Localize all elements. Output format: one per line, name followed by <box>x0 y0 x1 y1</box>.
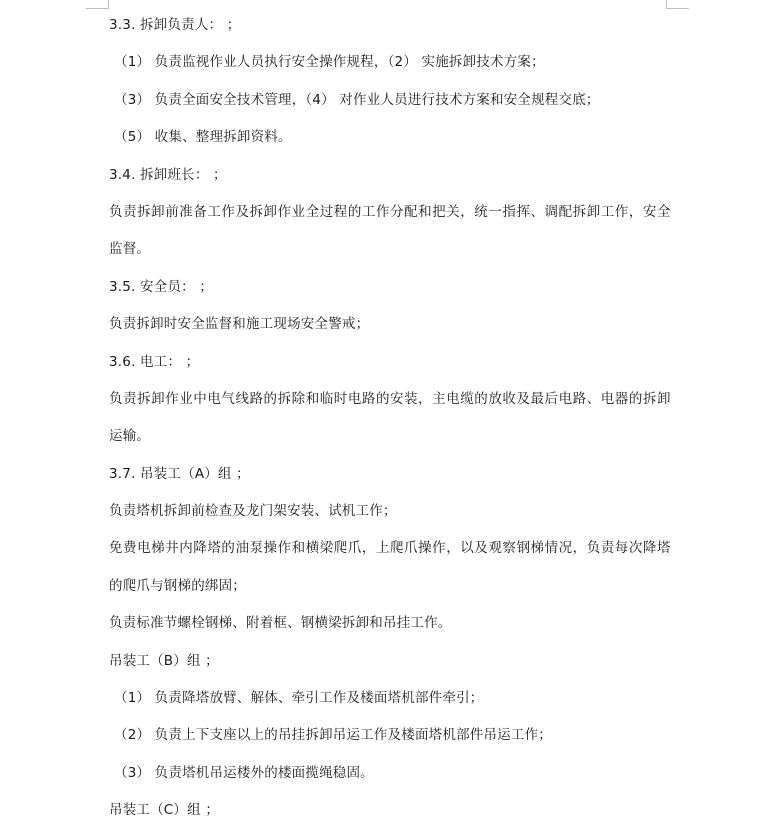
section-heading-3-5: 3.5. 安全员： ； <box>109 278 214 295</box>
paragraph-line: 监督。 <box>109 241 151 258</box>
list-item: （2） 负责上下支座以上的吊挂拆卸吊运工作及楼面塔机部件吊运工作； <box>114 727 552 744</box>
document-body <box>109 16 669 839</box>
list-item: （3） 负责塔机吊运楼外的楼面揽绳稳固。 <box>114 764 374 781</box>
section-heading-3-4: 3.4. 拆卸班长： ； <box>109 166 227 183</box>
page-corner-mark-left <box>86 0 109 9</box>
subsection-heading-b-group: 吊装工（B）组 ； <box>109 652 219 669</box>
paragraph-line: 运输。 <box>109 428 151 445</box>
paragraph-line: 免费电梯井内降塔的油泵操作和横梁爬爪，上爬爪操作，以及观察钢梯情况，负责每次降塔 <box>109 540 671 557</box>
paragraph-line: 的爬爪与钢梯的绑固； <box>109 577 246 594</box>
paragraph-line: 负责拆卸作业中电气线路的拆除和临时电路的安装，主电缆的放收及最后电路、电器的拆卸 <box>109 390 671 407</box>
subsection-heading-c-group: 吊装工（C）组 ； <box>109 802 220 819</box>
list-item: （3） 负责全面安全技术管理，（4） 对作业人员进行技术方案和安全规程交底； <box>114 91 600 108</box>
section-heading-3-6: 3.6. 电工： ； <box>109 353 200 370</box>
paragraph-line: 负责拆卸时安全监督和施工现场安全警戒； <box>109 316 370 333</box>
paragraph-line: 负责塔机拆卸前检查及龙门架安装、试机工作； <box>109 503 397 520</box>
paragraph-line: 负责拆卸前准备工作及拆卸作业全过程的工作分配和把关，统一指挥、调配拆卸工作，安全 <box>109 203 671 220</box>
section-heading-3-7: 3.7. 吊装工（A）组 ； <box>109 465 250 482</box>
paragraph-line: 负责标准节螺栓钢梯、附着框、钢横梁拆卸和吊挂工作。 <box>109 615 452 632</box>
page-corner-mark-right <box>666 0 689 9</box>
list-item: （1） 负责监视作业人员执行安全操作规程，（2） 实施拆卸技术方案； <box>114 54 545 71</box>
list-item: （5） 收集、整理拆卸资料。 <box>114 129 292 146</box>
section-heading-3-3: 3.3. 拆卸负责人： ； <box>109 17 241 33</box>
list-item: （1） 负责降塔放臂、解体、牵引工作及楼面塔机部件牵引； <box>114 690 484 707</box>
